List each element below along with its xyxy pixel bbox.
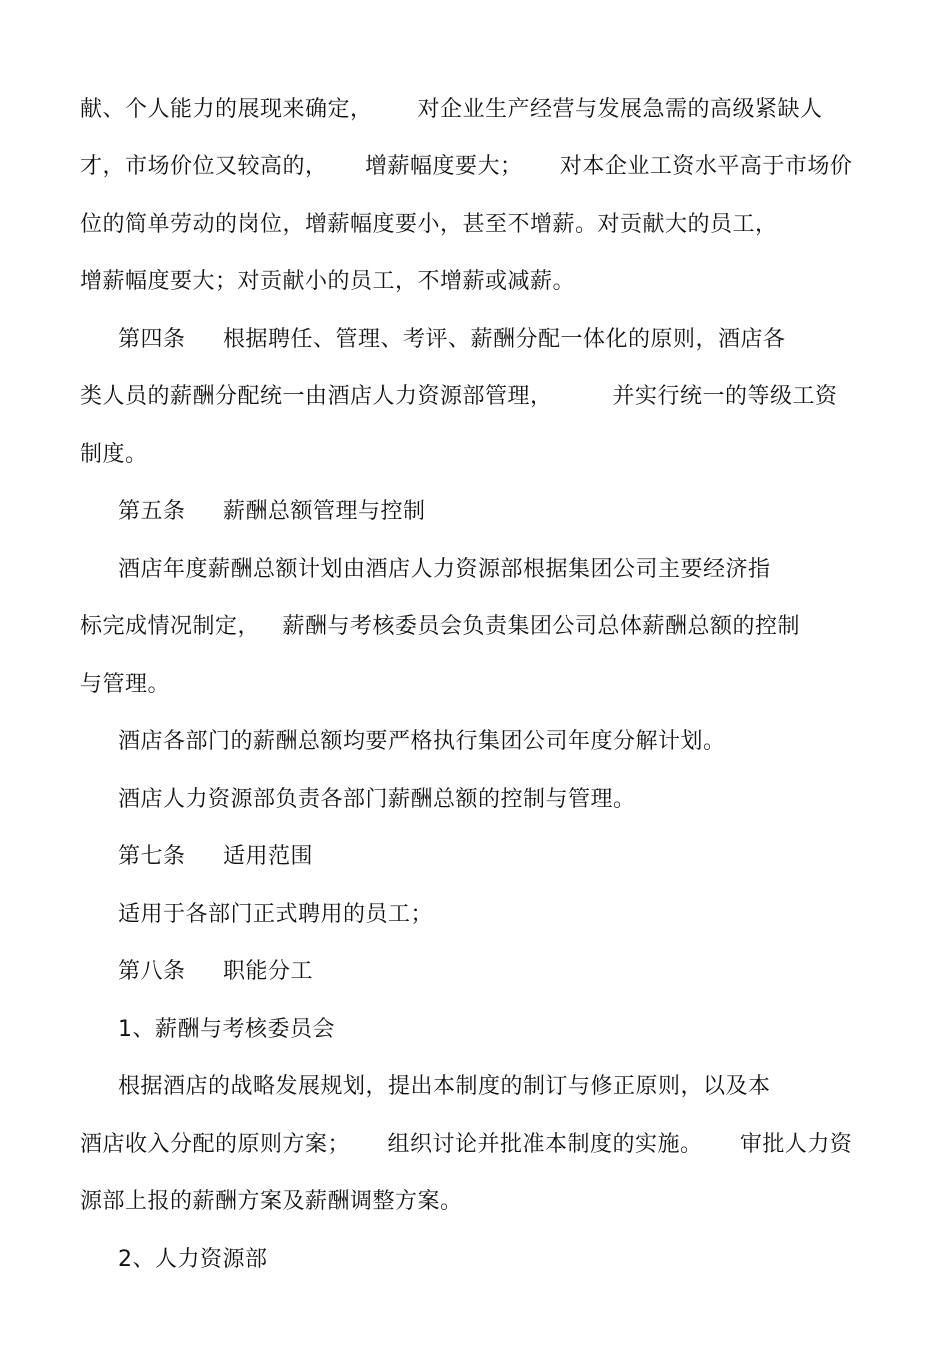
paragraph-start-line: 酒店各部门的薪酬总额均要严格执行集团公司年度分解计划。 xyxy=(118,729,726,754)
article-heading-line: 第四条 根据聘任、管理、考评、薪酬分配一体化的原则，酒店各 xyxy=(118,327,786,352)
text-line: 增薪幅度要大；对贡献小的员工，不增薪或减薪。 xyxy=(80,269,576,294)
paragraph-start-line: 根据酒店的战略发展规划，提出本制度的制订与修正原则，以及本 xyxy=(118,1074,771,1099)
section-heading-line: 1、薪酬与考核委员会 xyxy=(118,1017,335,1042)
paragraph-start-line: 酒店人力资源部负责各部门薪酬总额的控制与管理。 xyxy=(118,787,636,812)
text-line: 才，市场价位又较高的， 增薪幅度要大； 对本企业工资水平高于市场价 xyxy=(80,154,853,179)
text-line: 献、个人能力的展现来确定， 对企业生产经营与发展急需的高级紧缺人 xyxy=(80,97,823,122)
article-heading-line: 第八条 职能分工 xyxy=(118,959,313,984)
text-line: 源部上报的薪酬方案及薪酬调整方案。 xyxy=(80,1189,463,1214)
text-line: 位的简单劳动的岗位，增薪幅度要小，甚至不增薪。对贡献大的员工， xyxy=(80,212,778,237)
article-heading-line: 第五条 薪酬总额管理与控制 xyxy=(118,499,426,524)
section-heading-line: 2、人力资源部 xyxy=(118,1247,268,1272)
text-line: 酒店收入分配的原则方案； 组织讨论并批准本制度的实施。 审批人力资 xyxy=(80,1132,853,1157)
text-line: 制度。 xyxy=(80,442,148,467)
paragraph-start-line: 酒店年度薪酬总额计划由酒店人力资源部根据集团公司主要经济指 xyxy=(118,557,771,582)
text-line: 标完成情况制定， 薪酬与考核委员会负责集团公司总体薪酬总额的控制 xyxy=(80,614,800,639)
text-line: 与管理。 xyxy=(80,672,171,697)
article-heading-line: 第七条 适用范围 xyxy=(118,844,313,869)
text-line: 类人员的薪酬分配统一由酒店人力资源部管理， 并实行统一的等级工资 xyxy=(80,384,838,409)
paragraph-start-line: 适用于各部门正式聘用的员工； xyxy=(118,902,434,927)
